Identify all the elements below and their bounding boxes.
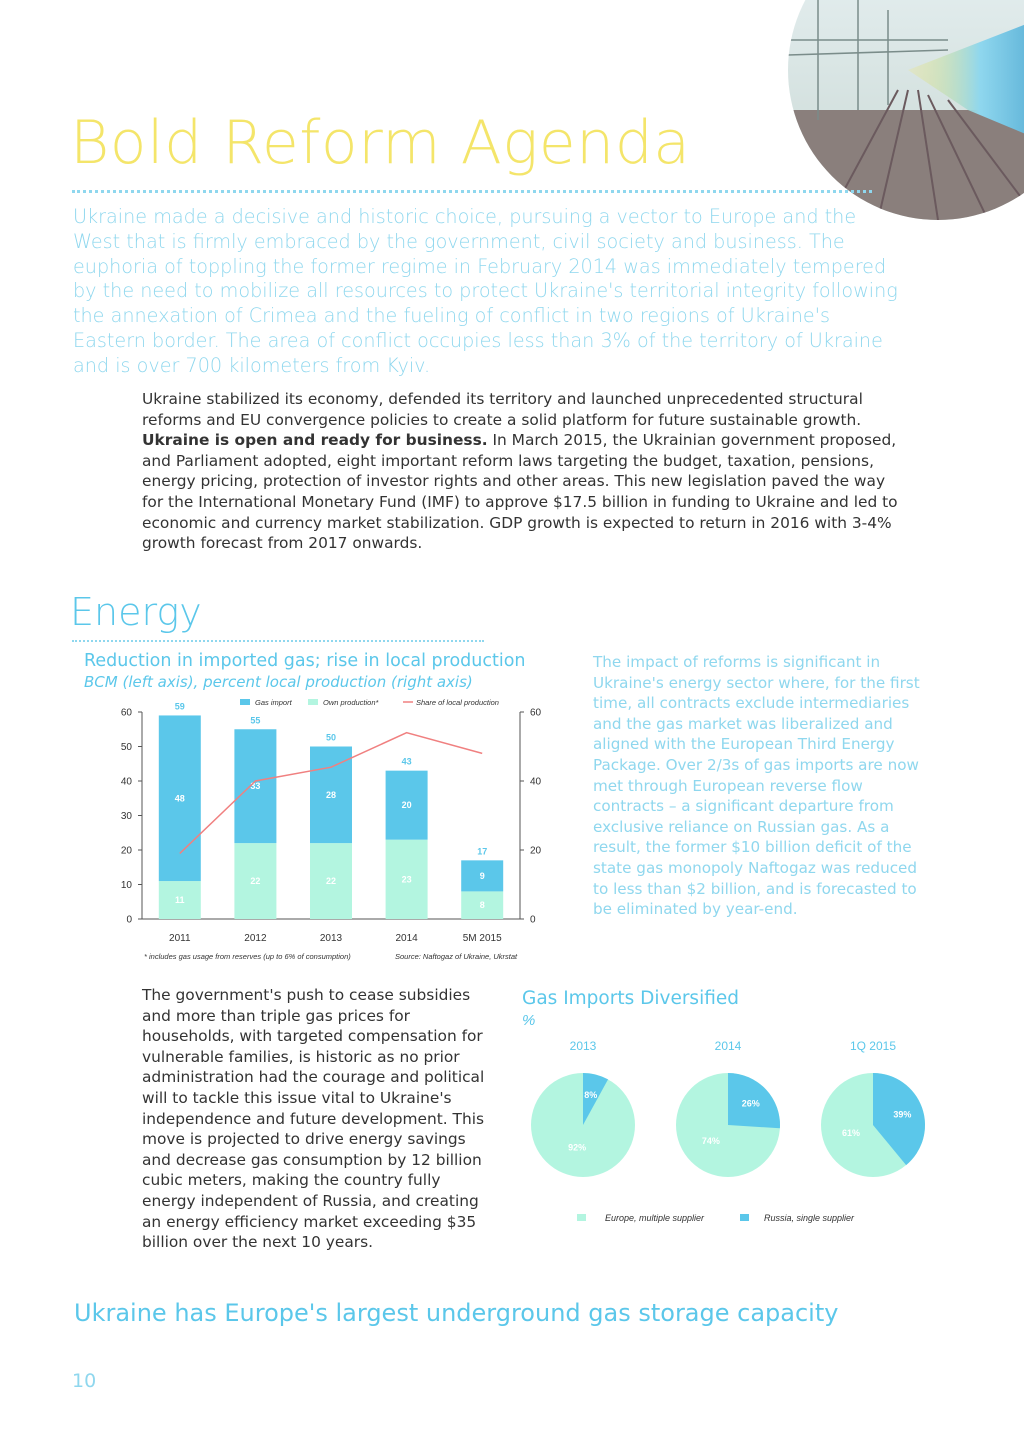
body-text-bold: Ukraine is open and ready for business.: [142, 431, 488, 450]
y2-tick-label: 0: [530, 914, 536, 926]
x-tick-label: 2011: [169, 933, 191, 944]
intro-paragraph: Ukraine made a decisive and historic choice, pursuing a vector to Europe and the West that is firmly embraced by the government, civil society and business. The euphoria of toppling the former regime in February 2014 was immediately tempered by the need to mobilize all resources to protect Ukraine's territorial integrity following the annexation of Crimea and the fueling of conflict in two regions of Ukraine's Eastern border. The area of conflict occupies less than 3% of the territory of Ukraine and is over 700 kilometers from Kyiv.: [73, 205, 898, 377]
bar-label-import: 28: [325, 789, 337, 800]
bar-label-import: 33: [250, 781, 261, 792]
gas-pie-charts: [520, 1035, 940, 1235]
y-tick-label: 0: [126, 914, 132, 926]
legend-label: Gas import: [255, 698, 292, 707]
pie-chart-unit: %: [522, 1012, 536, 1029]
bar-label-own: 22: [250, 876, 261, 887]
body-text-part2: In March 2015, the Ukrainian government proposed, and Parliament adopted, eight important reform laws targeting the budget, taxation, pensions, energy pricing, protection of investor rights and other areas. This new legislation paved the way for the International Monetary Fund (IMF) to approve $17.5 billion in funding to Ukraine and led to economic and currency market stabilization. GDP growth is expected to return in 2016 with 3-4% growth forecast from 2017 onwards.: [142, 431, 898, 553]
legend-swatch-russia: [740, 1214, 749, 1221]
bar-total-label: 50: [325, 732, 337, 743]
subsidies-paragraph: The government's push to cease subsidies and more than triple gas prices for households, with targeted compensation for vulnerable families, is historic as no prior administration had the courage and political will to tackle this issue vital to Ukraine's independence and future development. This move is projected to drive energy savings and decrease gas consumption by 12 billion cubic meters, making the country fully energy independent of Russia, and creating an energy efficiency market exceeding $35 billion over the next 10 years.: [142, 986, 485, 1252]
pie-label-russia: 26%: [741, 1098, 760, 1109]
bar-label-own: 8: [479, 900, 485, 911]
bar-chart-title: Reduction in imported gas; rise in local production: [84, 651, 526, 671]
railway-photo: [788, 0, 1024, 220]
legend-swatch: [240, 699, 250, 705]
bar-label-own: 23: [401, 874, 412, 885]
pie-label-europe: 92%: [568, 1142, 587, 1153]
y-tick-label: 10: [120, 880, 132, 891]
legend-label-europe: Europe, multiple supplier: [605, 1213, 705, 1223]
bar-total-label: 43: [401, 756, 412, 767]
gas-bar-chart: [100, 693, 550, 963]
legend-label: Own production*: [323, 698, 379, 707]
y-tick-label: 50: [120, 742, 132, 753]
section-title-energy: Energy: [70, 590, 202, 634]
legend-swatch: [308, 699, 318, 705]
bar-total-label: 17: [477, 846, 488, 857]
y-tick-label: 30: [120, 811, 132, 822]
bar-chart-subtitle: BCM (left axis), percent local production (right axis): [84, 673, 473, 691]
body-paragraph-reforms: [142, 389, 902, 554]
pie-year-label: 1Q 2015: [849, 1039, 897, 1053]
legend-swatch-europe: [577, 1214, 586, 1221]
pie-label-europe: 74%: [701, 1136, 720, 1147]
bar-total-label: 55: [250, 715, 261, 726]
bar-total-label: 59: [174, 701, 185, 712]
bar-label-import: 48: [174, 793, 185, 804]
legend-label: Share of local production: [416, 698, 499, 707]
pie-year-label: 2014: [714, 1039, 742, 1053]
body-text-part1: Ukraine stabilized its economy, defended its territory and launched unprecedented structural reforms and EU convergence policies to create a solid platform for future sustainable growth.: [142, 390, 863, 429]
x-tick-label: 2013: [319, 933, 343, 944]
chart-source: Source: Naftogaz of Ukraine, Ukrstat: [395, 952, 518, 961]
bar-label-import: 20: [401, 800, 412, 811]
pie-label-europe: 61%: [841, 1127, 860, 1138]
y2-tick-label: 20: [530, 845, 542, 857]
energy-divider: [72, 640, 484, 642]
bar-label-own: 11: [175, 895, 185, 906]
energy-impact-paragraph: The impact of reforms is significant in Ukraine's energy sector where, for the first time, all contracts exclude intermediaries and the gas market was liberalized and aligned with the European Third Energy Package. Over 2/3s of gas imports are now met through European reverse flow contracts – a significant departure from exclusive reliance on Russian gas. As a result, the former $10 billion deficit of the state gas monopoly Naftogaz was reduced to less than $2 billion, and is forecasted to be eliminated by year-end.: [593, 653, 920, 919]
pie-label-russia: 39%: [893, 1109, 912, 1120]
bar-label-import: 9: [479, 870, 485, 881]
pie-label-russia: 8%: [584, 1089, 598, 1100]
bar-label-own: 22: [325, 876, 337, 887]
page-number: 10: [72, 1370, 97, 1392]
title-divider: [72, 190, 872, 193]
y-tick-label: 20: [120, 845, 132, 857]
x-tick-label: 2014: [395, 933, 418, 944]
y2-tick-label: 60: [530, 707, 542, 719]
pie-chart-title: Gas Imports Diversified: [522, 988, 739, 1009]
legend-label-russia: Russia, single supplier: [764, 1213, 855, 1223]
y-tick-label: 60: [120, 707, 132, 719]
y2-tick-label: 40: [530, 776, 542, 788]
x-tick-label: 2012: [244, 933, 267, 944]
page-title: Bold Reform Agenda: [70, 108, 691, 178]
x-tick-label: 5M 2015: [462, 933, 502, 944]
storage-capacity-banner: Ukraine has Europe's largest underground gas storage capacity: [74, 1299, 839, 1327]
railway-illustration: [788, 0, 1024, 220]
chart-footnote: * includes gas usage from reserves (up to 6% of consumption): [144, 952, 351, 961]
pie-year-label: 2013: [569, 1039, 597, 1053]
y-tick-label: 40: [120, 776, 132, 788]
